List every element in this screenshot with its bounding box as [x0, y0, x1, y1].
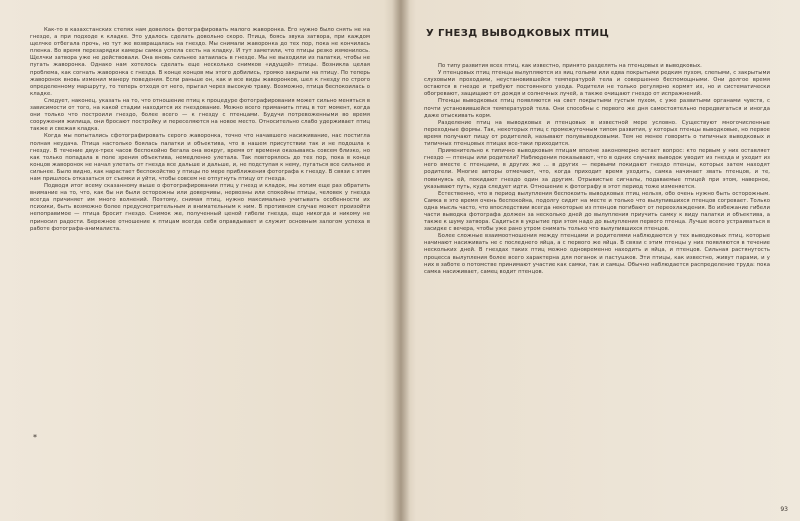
paragraph: Более сложные взаимоотношения между птенцами и родителями наблюдаются у тех выводковых птиц, которые начинают насиживать не с последнего яйца, а с первого же яйца. В связи с этим птенцы у них появляются в течение нескольких дней. В гнездах таких птиц можно одновременно находить и яйца, и птенцов. Сильная растянутость процесса вылупления более всего характерна для поганок и пастушков. Эти птицы, как известно, живут парами, и у них в заботе о потомстве принимают участие как самки, так и самцы. Обычно наблюдается распределение труда: пока самка насиживает, самец водит птенцов.	[424, 233, 770, 275]
paragraph: У птенцовых птиц птенцы вылупляются из яиц голыми или едва покрытыми редким пухом, слепыми, с закрытыми слуховыми проходами, неустановившейся температурой тела и совершенно беспомощными. Они долгое время остаются в гнезде и требуют постоянного ухода. Родители не только регулярно кормят их, но и систематически обогревают, защищают от дождя и солнечных лучей, а также очищают гнездо от испражнений.	[424, 70, 770, 98]
paragraph: Как-то в казахстанских степях нам довелось фотографировать малого жаворонка. Его нужно было снять не на гнезде, а при подходе к кладке. Это удалось сделать довольно скоро. Птица, боясь звука затвора, при каждом щелчке отбегала прочь, но тут же возвращалась на гнездо. Мы снимали жаворонка до тех пор, пока не кончилась пленка. Во время перезарядки камеры самка успела сесть на кладку. И тут заметили, что птицы резко изменилось. Щелчки затвора уже не действовали. Она вновь сильнее затаилась в гнезде. Мы не выходили из палатки, чтобы не пугать жаворонка. Однако нам хотелось сделать еще несколько снимков «идущей» птицы. Возникла целая проблема, как согнать жаворонка с гнезда. В конце концов мы этого добились, громко закрыли на птицу. По теперь жаворонок вновь изменил манеру поведения. Если раньше он, как и все виды жаворонков, шел к гнезду по строго определенному маршруту, то теперь отходя от него, прыгал через высокую траву. Возможно, птица беспокоилась о кладке.	[30, 27, 370, 97]
paragraph: Применительно к типично выводковым птицам вполне закономерно встает вопрос: кто первым у них оставляет гнездо — птенцы или родители? Наблюдения показывают, что в одних случаях выводок уводит из гнезда и уходит из него вместе с птенцами, в других же ... в других — первыми покидают гнездо птенцы, которых затем находят родители. Многие авторы отмечают, что, когда приходит время уходить, самка начинает звать птенцов, и те, повинуясь ей, покидают гнездо один за другим. Отрывистые сигналы, подаваемые птицей при этом, наверное, указывают путь, куда следует идти. Отношение к фотографу в этот период тоже изменяется.	[424, 148, 770, 190]
paragraph: Когда мы попытались сфотографировать серого жаворонка, точно что начавшего насиживание, нас постигла полная неудача. Птица настолько боялась палатки и объектива, что в нашем присутствии так и не подошла к гнезду. В течение двух-трех часов беспокойно бегала она вокруг, время от времени оказываясь совсем близко, но как только попадала в поле зрения объектива, немедленно улетала. Так повторялось до тех пор, пока в конце концов жаворонок не начал улетать от гнезда все дальше и дальше, и, не подступая к нему, пугаться все сильнее и сильнее. Было видно, как нарастает беспокойство у птицы по мере приближения фотографа к гнезду. В связи с этим нам пришлось отказаться от съемки и уйти, чтобы совсем не отпугнуть птицу от гнезда.	[30, 133, 370, 182]
right-page-text	[424, 63, 770, 276]
paragraph: По типу развития всех птиц, как известно, принято разделять на птенцовых и выводковых.	[438, 63, 702, 69]
paragraph: Птенцы выводковых птиц появляются на свет покрытыми густым пухом, с уже развитыми органами чувств, с почти установившейся температурой тела. Они способны с первого же дня самостоятельно передвигаться и иногда даже отыскивать корм.	[424, 98, 770, 119]
left-page-text	[30, 27, 370, 233]
paragraph: Естественно, что в период вылупления беспокоить выводковых птиц нельзя, обо очень нужно быть осторожным. Самка в это время очень беспокойна, подолгу сидит на месте и только что вылупившихся птенцов согревает. Только одна мысль часто, что впоследствии всегда некоторые из птенцов погибают от переохлаждения. Во избежание гибели части выводка фотографа должен за несколько дней до вылупления приучить самку к виду палатки и объектива, а также к шуму затвора. Садиться в укрытие при этом надо до вылупления первого птенца. Лучше всего устраиваться в засидке с вечера, чтобы уже рано утром снимать только что вылупившихся птенцов.	[424, 190, 770, 233]
chapter-title: У ГНЕЗД ВЫВОДКОВЫХ ПТИЦ	[426, 28, 610, 39]
paragraph: Следует, наконец, указать на то, что отношение птиц к процедуре фотографирования может сильно меняться в зависимости от того, на какой стадии находится их гнездование. Можно всего приманить птиц в тот момент, когда они только что построили гнездо, более всего — к гнезду с птенцами. Будучи потревоженными во время сооружения жилища, они бросают постройку и переселяются на новое место. Относительно слабо удерживает птиц также и свежая кладка.	[30, 97, 370, 133]
paragraph: Подводя итог всему сказанному выше о фотографировании птиц у гнезд и кладок, мы хотим еще раз обратить внимание на то, что, как бы ни были осторожны или доверчивы, нервозны или спокойны птицы, человек у гнезда всегда причиняет им много волнений. Поэтому, снимая птиц, нужно максимально учитывать особенности их психики, быть возможно более предусмотрительным и внимательным к ним. В противном случае может произойти непоправимое — птица бросит гнездо. Снимок же, полученный ценой гибели гнезда, еще никогда и никому не приносил радости. Бережное отношение к птицам всегда себя оправдывает и служит основным залогом успеха в работе фотографа-анималиста.	[30, 183, 370, 232]
page-number: 93	[780, 506, 788, 513]
left-page	[0, 0, 398, 521]
end-mark: *	[33, 433, 37, 442]
right-page	[402, 0, 800, 521]
paragraph: Разделение птиц на выводковых и птенцовых в известной мере условно. Существуют многочисленные переходные формы. Так, некоторых птиц с промежуточным типом развития, у которых птенцы выводковые, но первое время получают пищу от родителей, называют полувыводковыми. Тем не менее говорить о типичных выводковых и типичных птенцовых птицах все-таки приходится.	[424, 119, 770, 148]
